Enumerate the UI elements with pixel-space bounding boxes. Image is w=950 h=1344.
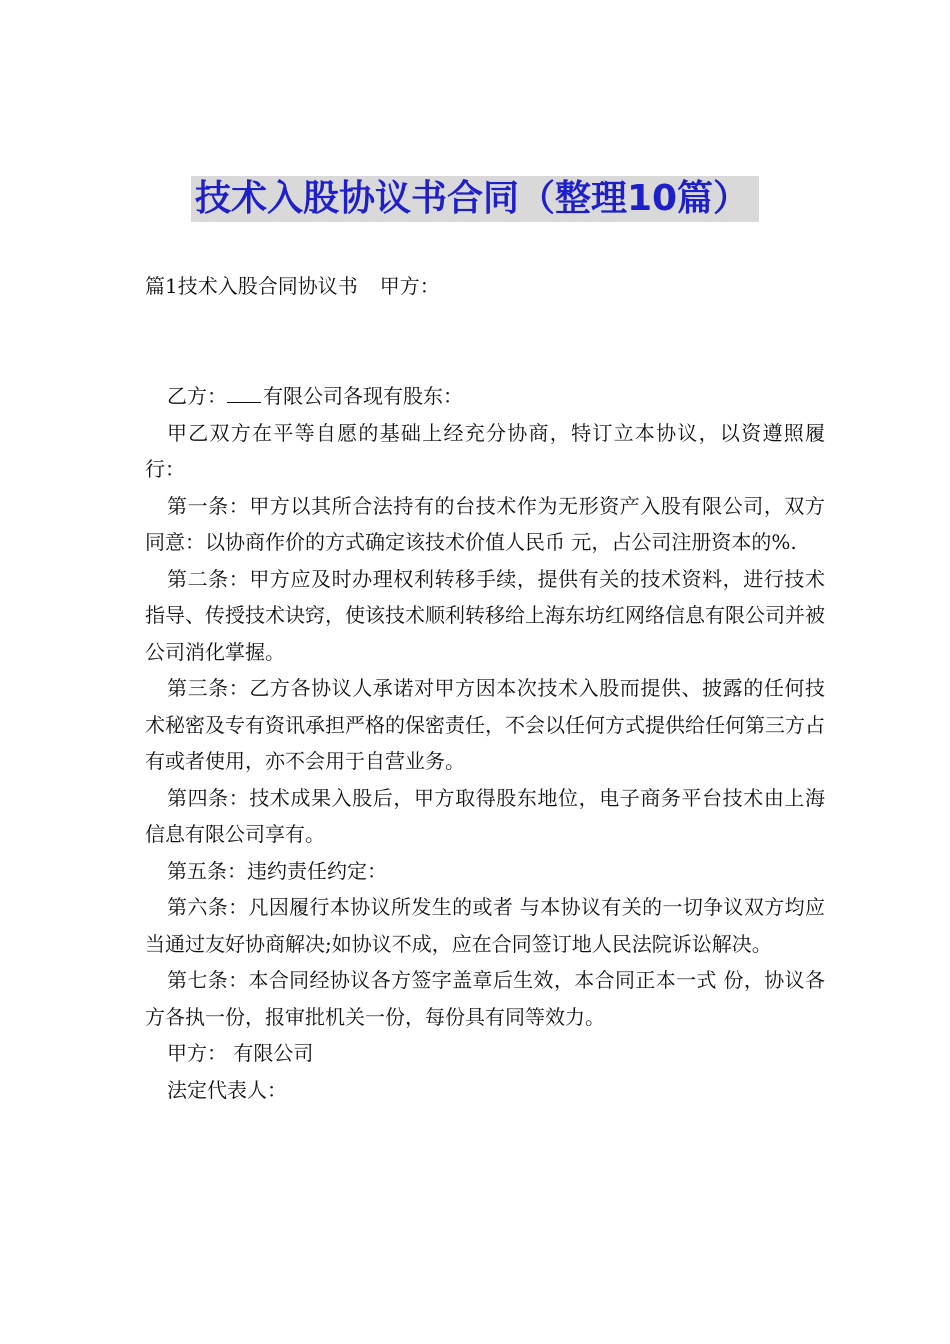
intro-line bbox=[145, 268, 440, 304]
party-a-label: 甲方： bbox=[379, 274, 440, 298]
article-1-paragraph: 第一条：甲方以其所合法持有的台技术作为无形资产入股有限公司，双方同意：以协商作价的方式确定该技术价值人民币 元，占公司注册资本的%. bbox=[145, 493, 825, 554]
party-b-line: 乙方： 有限公司各现有股东： bbox=[167, 384, 463, 408]
document-body bbox=[145, 378, 825, 1108]
title-container bbox=[0, 176, 950, 222]
article-4-paragraph: 第四条：技术成果入股后，甲方取得股东地位，电子商务平台技术由上海 信息有限公司享有。 bbox=[145, 785, 825, 846]
article-2-paragraph: 第二条：甲方应及时办理权利转移手续，提供有关的技术资料，进行技术指导、传授技术诀窍，使该技术顺利转移给上海东坊红网络信息有限公司并被公司消化掌握。 bbox=[145, 566, 825, 664]
article-7-paragraph: 第七条：本合同经协议各方签字盖章后生效，本合同正本一式 份，协议各方各执一份，报审批机关一份，每份具有同等效力。 bbox=[145, 968, 825, 1029]
signature-party-a: 甲方： 有限公司 bbox=[167, 1041, 314, 1065]
preamble-paragraph: 甲乙双方在平等自愿的基础上经充分协商，特订立本协议，以资遵照履行： bbox=[145, 420, 825, 481]
fill-in-blank bbox=[227, 384, 261, 403]
article-5-paragraph: 第五条：违约责任约定： bbox=[167, 858, 387, 883]
article-3-paragraph: 第三条：乙方各协议人承诺对甲方因本次技术入股而提供、披露的任何技术秘密及专有资讯承担严格的保密责任，不会以任何方式提供给任何第三方占有或者使用，亦不会用于自营业务。 bbox=[145, 676, 825, 773]
signature-legal-representative: 法定代表人： bbox=[167, 1077, 287, 1102]
article-6-paragraph: 第六条：凡因履行本协议所发生的或者 与本协议有关的一切争议双方均应当通过友好协商解决;如协议不成，应在合同签订地人民法院诉讼解决。 bbox=[145, 895, 825, 956]
document-title: 技术入股协议书合同（整理10篇） bbox=[191, 176, 759, 222]
section-heading: 篇1技术入股合同协议书 bbox=[145, 274, 358, 298]
